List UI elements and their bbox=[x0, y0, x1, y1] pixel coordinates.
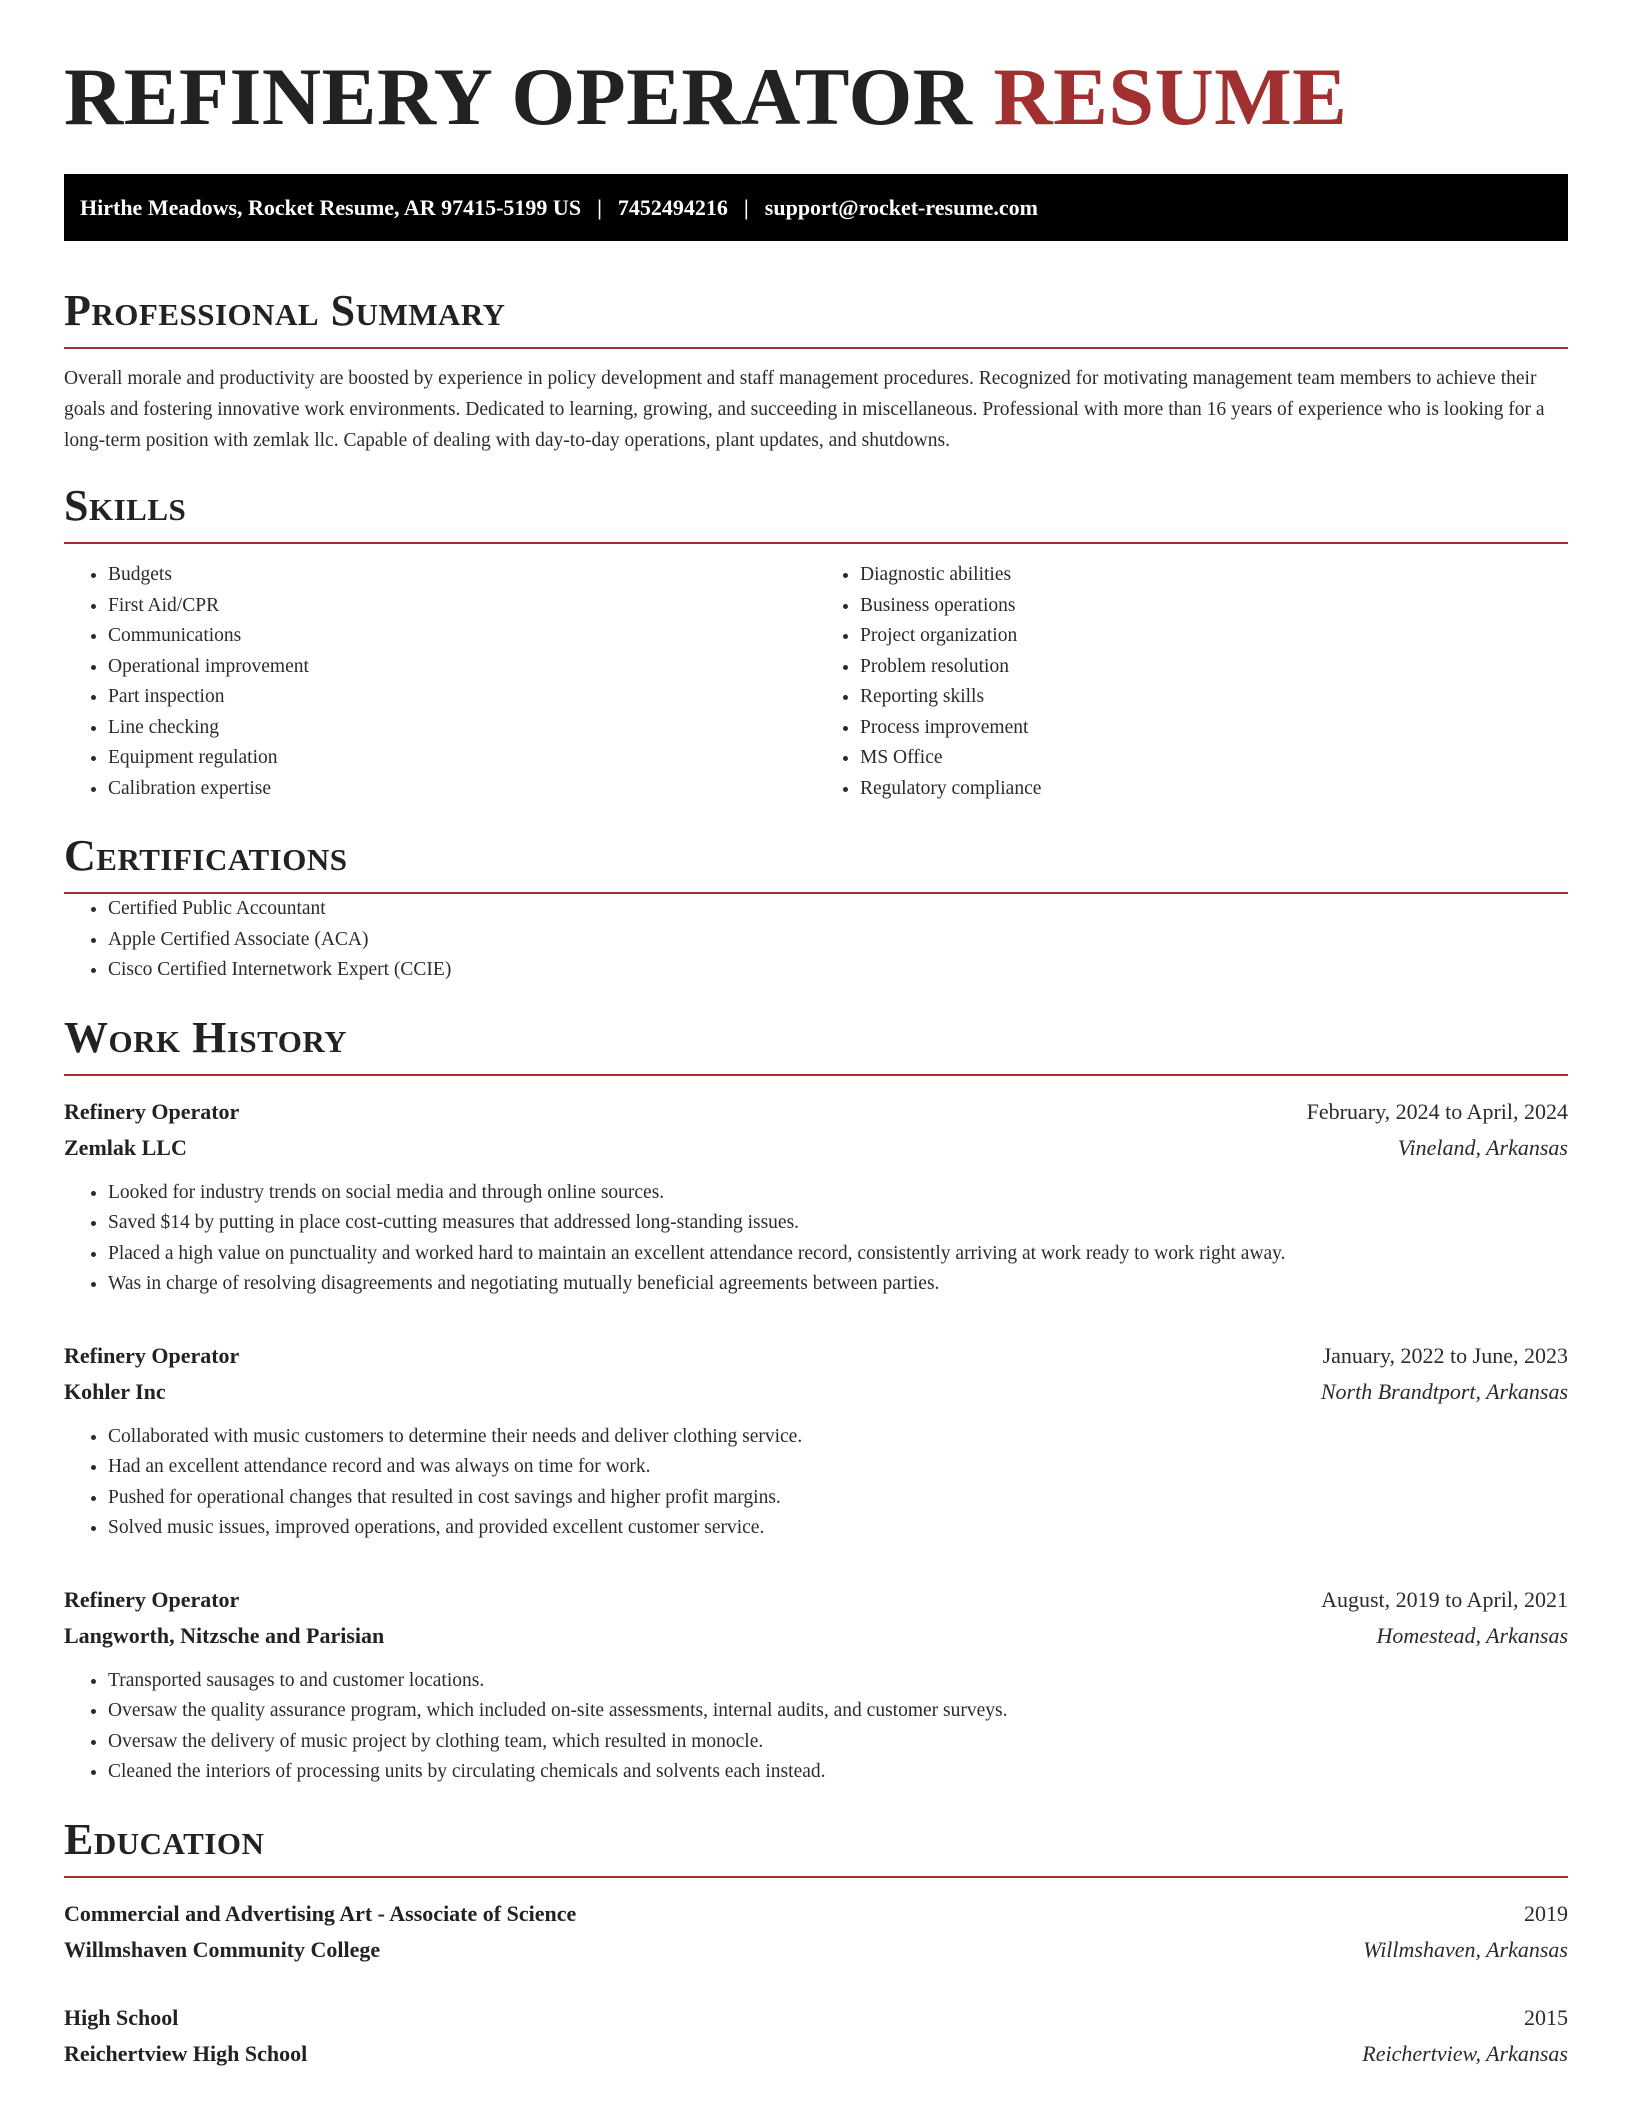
education-location: Reichertview, Arkansas bbox=[1362, 2040, 1568, 2066]
contact-address: Hirthe Meadows, Rocket Resume, AR 97415-5199 US bbox=[80, 194, 582, 220]
job-title: Refinery Operator bbox=[64, 1586, 240, 1612]
skills-section bbox=[64, 481, 1568, 804]
job-title: Refinery Operator bbox=[64, 1342, 240, 1368]
work-history-heading: Work History bbox=[64, 1016, 1568, 1076]
skill-item: • Communications bbox=[108, 621, 816, 652]
skills-grid bbox=[64, 560, 1568, 804]
job-company-row bbox=[64, 1130, 1568, 1166]
work-history-section bbox=[64, 1012, 1568, 1788]
job-title: Refinery Operator bbox=[64, 1098, 240, 1124]
skill-item: • MS Office bbox=[860, 743, 1568, 774]
certifications-heading: Certifications bbox=[64, 834, 1568, 894]
skill-item: • First Aid/CPR bbox=[108, 591, 816, 622]
skill-item: • Business operations bbox=[860, 591, 1568, 622]
job-entry bbox=[64, 1094, 1568, 1300]
education-entry bbox=[64, 2000, 1568, 2072]
education-entry bbox=[64, 1896, 1568, 1968]
job-company-row bbox=[64, 1618, 1568, 1654]
job-company: Kohler Inc bbox=[64, 1378, 166, 1404]
job-bullet: • Oversaw the delivery of music project by clothing team, which resulted in monocle. bbox=[108, 1727, 1568, 1758]
education-degree-row bbox=[64, 2000, 1568, 2036]
skill-item: • Budgets bbox=[108, 560, 816, 591]
job-company: Zemlak LLC bbox=[64, 1134, 187, 1160]
education-year: 2015 bbox=[1524, 2004, 1568, 2030]
education-location: Willmshaven, Arkansas bbox=[1363, 1936, 1568, 1962]
skill-item: • Problem resolution bbox=[860, 652, 1568, 683]
contact-separator: | bbox=[597, 194, 602, 220]
certification-item: • Certified Public Accountant bbox=[108, 894, 1568, 925]
skill-item: • Regulatory compliance bbox=[860, 774, 1568, 805]
education-school: Willmshaven Community College bbox=[64, 1936, 381, 1962]
education-degree: Commercial and Advertising Art - Associate of Science bbox=[64, 1900, 577, 1926]
job-location: North Brandtport, Arkansas bbox=[1320, 1378, 1568, 1404]
skills-list-right bbox=[816, 560, 1568, 804]
summary-text: Overall morale and productivity are boosted by experience in policy development and staff management procedures. Recognized for motivating management team members to achieve their goals and fostering innovative work environments. Dedicated to learning, growing, and succeeding in miscellaneous. Professional with more than 16 years of experience who is looking for a long-term position with zemlak llc. Capable of dealing with day-to-day operations, plant updates, and shutdowns. bbox=[64, 368, 1545, 451]
job-dates: February, 2024 to April, 2024 bbox=[1306, 1098, 1568, 1124]
job-header-row bbox=[64, 1582, 1568, 1618]
job-entry bbox=[64, 1582, 1568, 1788]
education-school: Reichertview High School bbox=[64, 2040, 308, 2066]
title-accent: RESUME bbox=[993, 51, 1348, 142]
job-bullet: • Was in charge of resolving disagreements and negotiating mutually beneficial agreements between parties. bbox=[108, 1269, 1568, 1300]
certifications-section bbox=[64, 831, 1568, 986]
skills-list-left bbox=[64, 560, 816, 804]
skill-item: • Calibration expertise bbox=[108, 774, 816, 805]
job-company-row bbox=[64, 1374, 1568, 1410]
certifications-list bbox=[64, 894, 1568, 986]
job-entry bbox=[64, 1338, 1568, 1544]
education-section bbox=[64, 1814, 1568, 2072]
job-bullet: • Cleaned the interiors of processing units by circulating chemicals and solvents each instead. bbox=[108, 1757, 1568, 1788]
job-dates: January, 2022 to June, 2023 bbox=[1322, 1342, 1568, 1368]
job-bullet: • Placed a high value on punctuality and worked hard to maintain an excellent attendance record, consistently arriving at work ready to work right away. bbox=[108, 1239, 1568, 1270]
education-degree: High School bbox=[64, 2004, 179, 2030]
contact-email: support@rocket-resume.com bbox=[764, 194, 1038, 220]
skill-item: • Line checking bbox=[108, 713, 816, 744]
education-degree-row bbox=[64, 1896, 1568, 1932]
job-bullets bbox=[64, 1422, 1568, 1544]
title-main: REFINERY OPERATOR bbox=[64, 51, 973, 142]
resume-title bbox=[64, 0, 1568, 142]
job-header-row bbox=[64, 1094, 1568, 1130]
job-company: Langworth, Nitzsche and Parisian bbox=[64, 1622, 385, 1648]
summary-section bbox=[64, 286, 1568, 456]
certification-item: • Cisco Certified Internetwork Expert (CCIE) bbox=[108, 955, 1568, 986]
education-heading: Education bbox=[64, 1818, 1568, 1878]
job-location: Homestead, Arkansas bbox=[1376, 1622, 1568, 1648]
education-school-row bbox=[64, 1932, 1568, 1968]
job-bullet: • Pushed for operational changes that resulted in cost savings and higher profit margins. bbox=[108, 1483, 1568, 1514]
job-dates: August, 2019 to April, 2021 bbox=[1321, 1586, 1568, 1612]
summary-heading: Professional Summary bbox=[64, 289, 1568, 349]
job-bullet: • Looked for industry trends on social media and through online sources. bbox=[108, 1178, 1568, 1209]
job-bullets bbox=[64, 1666, 1568, 1788]
job-bullet: • Solved music issues, improved operations, and provided excellent customer service. bbox=[108, 1513, 1568, 1544]
job-location: Vineland, Arkansas bbox=[1397, 1134, 1568, 1160]
contact-phone: 7452494216 bbox=[617, 194, 728, 220]
education-school-row bbox=[64, 2036, 1568, 2072]
skill-item: • Operational improvement bbox=[108, 652, 816, 683]
skill-item: • Reporting skills bbox=[860, 682, 1568, 713]
skill-item: • Process improvement bbox=[860, 713, 1568, 744]
skill-item: • Equipment regulation bbox=[108, 743, 816, 774]
job-bullet: • Transported sausages to and customer locations. bbox=[108, 1666, 1568, 1697]
job-bullet: • Had an excellent attendance record and was always on time for work. bbox=[108, 1452, 1568, 1483]
job-bullets bbox=[64, 1178, 1568, 1300]
contact-separator: | bbox=[743, 194, 749, 220]
skill-item: • Project organization bbox=[860, 621, 1568, 652]
job-bullet: • Oversaw the quality assurance program, which included on-site assessments, internal audits, and customer surveys. bbox=[108, 1696, 1568, 1727]
skill-item: • Diagnostic abilities bbox=[860, 560, 1568, 591]
job-bullet: • Collaborated with music customers to determine their needs and deliver clothing service. bbox=[108, 1422, 1568, 1453]
skills-heading: Skills bbox=[64, 484, 1568, 544]
skill-item: • Part inspection bbox=[108, 682, 816, 713]
certification-item: • Apple Certified Associate (ACA) bbox=[108, 925, 1568, 956]
job-bullet: • Saved $14 by putting in place cost-cutting measures that addressed long-standing issues. bbox=[108, 1208, 1568, 1239]
contact-bar bbox=[64, 174, 1568, 241]
job-header-row bbox=[64, 1338, 1568, 1374]
education-year: 2019 bbox=[1524, 1900, 1568, 1926]
